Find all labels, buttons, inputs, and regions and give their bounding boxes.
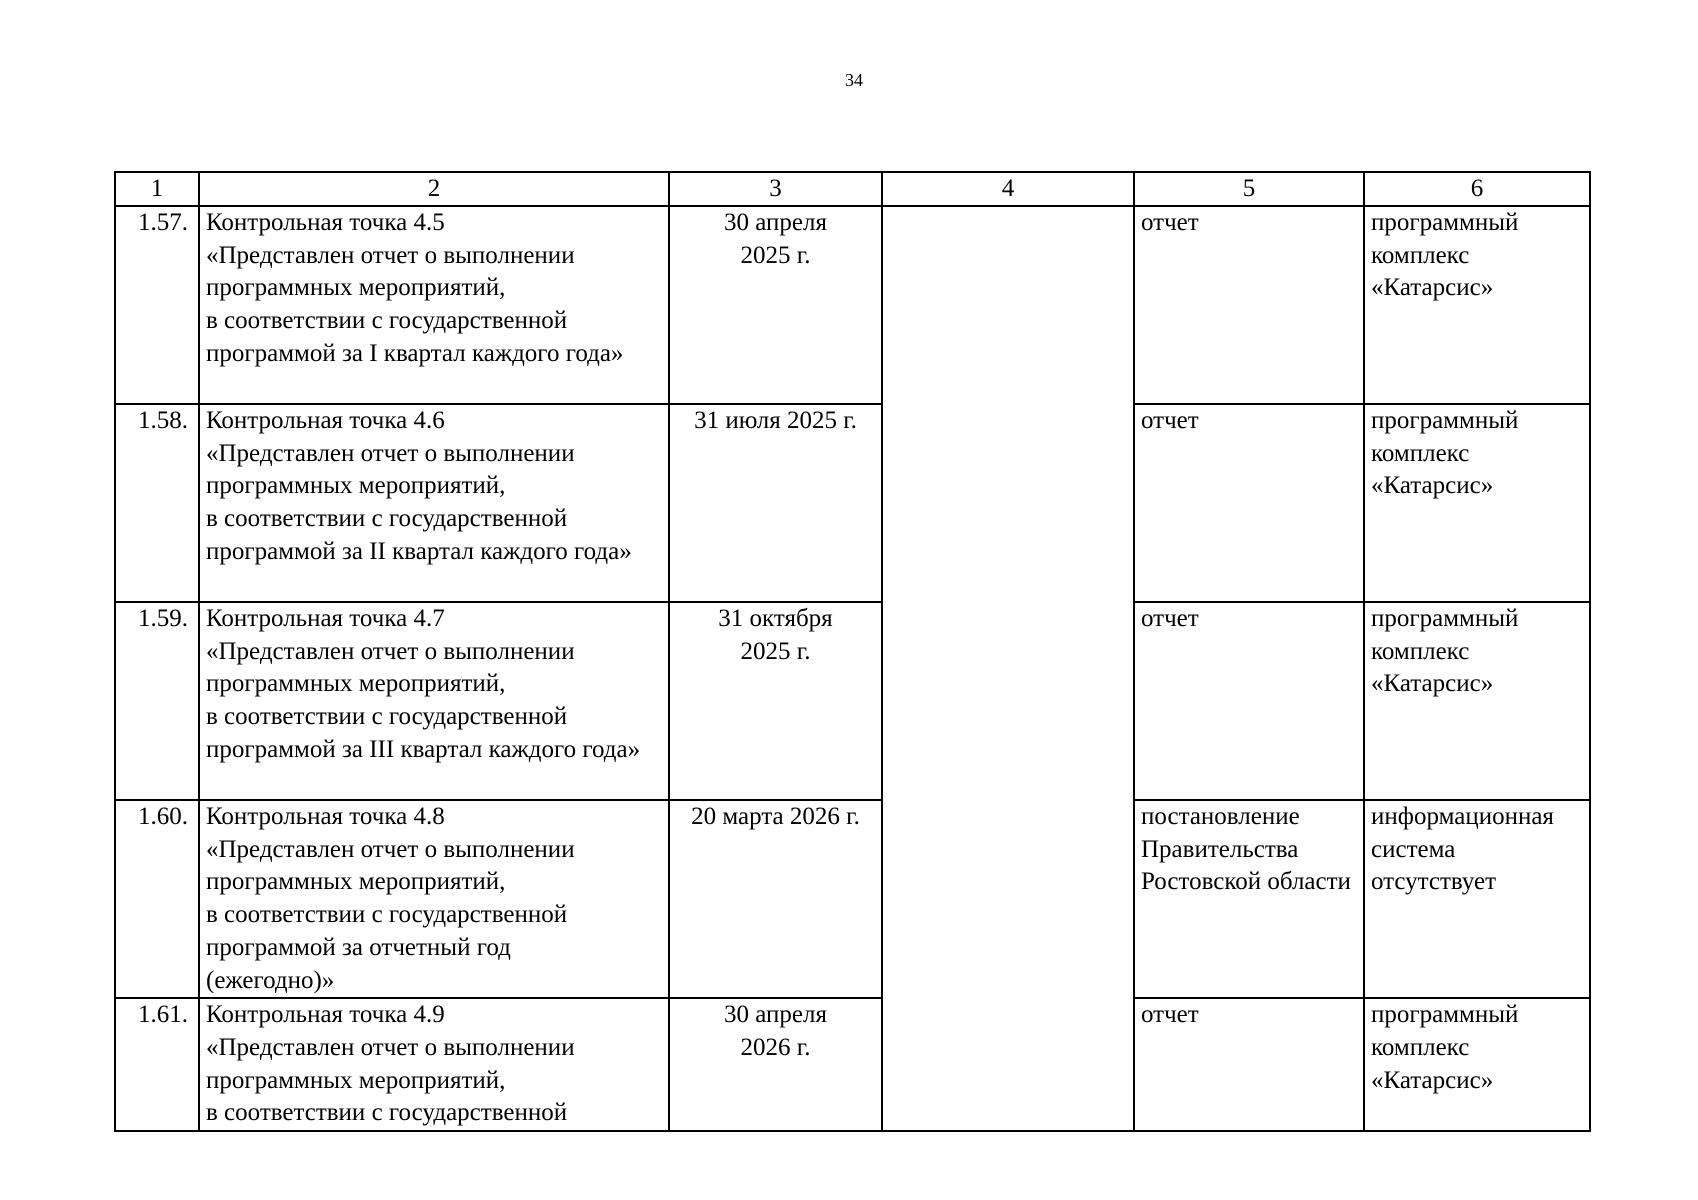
column-header-5: 5: [1134, 172, 1364, 206]
information-system: программный комплекс «Катарсис»: [1364, 404, 1590, 602]
table-row: [115, 404, 1590, 602]
column-header-1: 1: [115, 172, 199, 206]
document-type: отчет: [1134, 998, 1364, 1131]
control-point-name: Контрольная точка 4.6 «Представлен отчет о выполнении программных мероприятий, в соответствии с государственной программой за II квартал каждого года»: [199, 404, 669, 602]
deadline-date: 20 марта 2026 г.: [669, 800, 882, 998]
document-type: отчет: [1134, 206, 1364, 404]
responsible-cell-merged: [882, 206, 1134, 1131]
row-number: 1.58.: [115, 404, 199, 602]
row-number: 1.61.: [115, 998, 199, 1131]
deadline-date: 30 апреля 2026 г.: [669, 998, 882, 1131]
row-number: 1.60.: [115, 800, 199, 998]
document-type: отчет: [1134, 602, 1364, 800]
document-type: постановление Правительства Ростовской области: [1134, 800, 1364, 998]
row-number: 1.59.: [115, 602, 199, 800]
column-header-3: 3: [669, 172, 882, 206]
information-system: программный комплекс «Катарсис»: [1364, 602, 1590, 800]
column-header-4: 4: [882, 172, 1134, 206]
column-header-6: 6: [1364, 172, 1590, 206]
table-row: [115, 800, 1590, 998]
information-system: информационная система отсутствует: [1364, 800, 1590, 998]
table-row: [115, 998, 1590, 1131]
table-row: [115, 602, 1590, 800]
control-points-table: [114, 171, 1591, 1132]
document-type: отчет: [1134, 404, 1364, 602]
deadline-date: 31 июля 2025 г.: [669, 404, 882, 602]
control-point-name: Контрольная точка 4.9 «Представлен отчет о выполнении программных мероприятий, в соответствии с государственной: [199, 998, 669, 1131]
control-point-name: Контрольная точка 4.5 «Представлен отчет о выполнении программных мероприятий, в соответствии с государственной программой за I квартал каждого года»: [199, 206, 669, 404]
deadline-date: 31 октября 2025 г.: [669, 602, 882, 800]
column-header-2: 2: [199, 172, 669, 206]
control-point-name: Контрольная точка 4.8 «Представлен отчет о выполнении программных мероприятий, в соответствии с государственной программой за отчетный год (ежегодно)»: [199, 800, 669, 998]
deadline-date: 30 апреля 2025 г.: [669, 206, 882, 404]
table-row: [115, 206, 1590, 404]
information-system: программный комплекс «Катарсис»: [1364, 998, 1590, 1131]
table-header-row: [115, 172, 1590, 206]
page-number: 34: [845, 70, 863, 90]
row-number: 1.57.: [115, 206, 199, 404]
information-system: программный комплекс «Катарсис»: [1364, 206, 1590, 404]
control-point-name: Контрольная точка 4.7 «Представлен отчет о выполнении программных мероприятий, в соответствии с государственной программой за III квартал каждого года»: [199, 602, 669, 800]
